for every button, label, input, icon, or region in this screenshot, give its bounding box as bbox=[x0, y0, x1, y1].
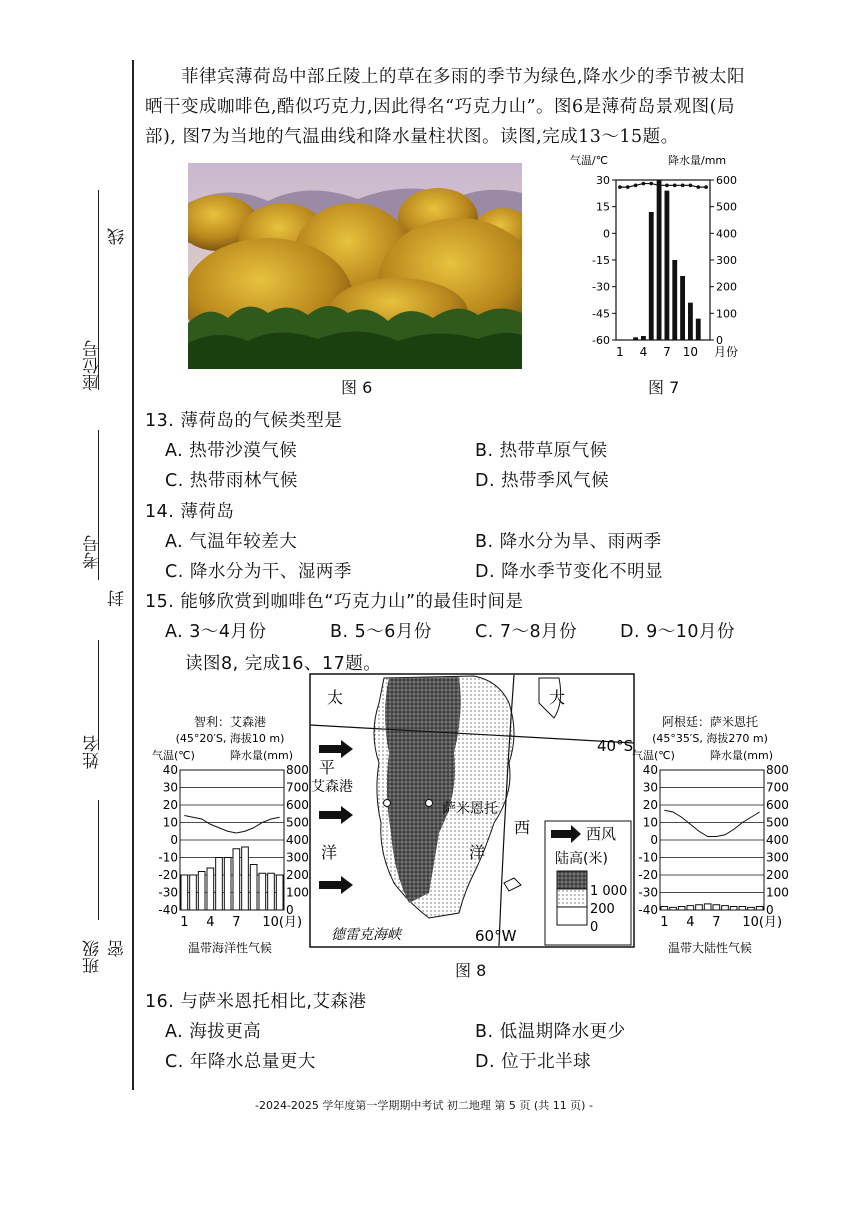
q16-option-a[interactable]: A. 海拔更高 bbox=[165, 1022, 262, 1042]
climate-precip-bar bbox=[242, 847, 249, 910]
fig8-sarmiento-sub: (45°35′S, 海拔270 m) bbox=[652, 732, 768, 745]
map-aisen-label: 艾森港 bbox=[311, 779, 353, 795]
climate-x-tick: 10(月) bbox=[742, 915, 783, 930]
q14-option-c[interactable]: C. 降水分为干、湿两季 bbox=[165, 562, 352, 582]
class-underline bbox=[98, 800, 99, 920]
climate-precip-bar bbox=[713, 905, 720, 910]
map-drake-label: 德雷克海峡 bbox=[331, 927, 401, 943]
read-fig8-instruction: 读图8, 完成16、17题。 bbox=[185, 654, 382, 674]
climate-precip-bar bbox=[268, 873, 275, 910]
climate-temp-tick: -40 bbox=[158, 903, 178, 917]
climate-precip-bar bbox=[670, 907, 677, 910]
q16-option-b[interactable]: B. 低温期降水更少 bbox=[475, 1022, 626, 1042]
climate-temp-tick: -30 bbox=[638, 885, 658, 900]
climate-precip-bar bbox=[250, 865, 257, 911]
climate-precip-tick: 500 bbox=[286, 815, 309, 830]
map-aisen-dot bbox=[384, 800, 391, 807]
fig7-precip-bar bbox=[688, 303, 693, 340]
fig8-aisen-precip-label: 降水量(mm) bbox=[230, 749, 294, 762]
climate-precip-bar bbox=[181, 875, 188, 910]
fig8-sarmiento-precip-label: 降水量(mm) bbox=[710, 749, 774, 762]
climate-precip-bar bbox=[661, 907, 668, 911]
fig7-right-tick-label: 100 bbox=[716, 307, 737, 321]
fig7-right-tick-label: 500 bbox=[716, 200, 737, 214]
q15-option-b[interactable]: B. 5～6月份 bbox=[330, 622, 432, 642]
fig7-temp-point bbox=[696, 185, 700, 189]
climate-precip-tick: 500 bbox=[766, 815, 789, 830]
fig7-left-tick-label: -60 bbox=[592, 334, 610, 347]
q13-option-b[interactable]: B. 热带草原气候 bbox=[475, 441, 608, 461]
fig7-temp-point bbox=[634, 184, 638, 188]
map-legend bbox=[545, 821, 631, 945]
fig8-aisen-sub: (45°20′S, 海拔10 m) bbox=[175, 732, 285, 745]
fig7-right-tick-label: 0 bbox=[716, 334, 723, 347]
climate-precip-bar bbox=[696, 905, 703, 910]
map-ping: 平 bbox=[319, 758, 336, 777]
fig6-photo bbox=[188, 163, 522, 369]
fig8-aisen-climate: 温带海洋性气候 bbox=[187, 941, 273, 955]
map-yang2: 洋 bbox=[469, 843, 486, 862]
name-label: 姓名 bbox=[83, 735, 103, 769]
climate-temp-tick: 30 bbox=[642, 780, 658, 795]
class-label: 班级 bbox=[83, 940, 103, 974]
fig8-aisen-temp-line bbox=[184, 816, 279, 834]
page-footer: -2024-2025 学年度第一学期期中考试 初二地理 第 5 页 (共 11 页) - bbox=[255, 1099, 593, 1112]
map-da: 大 bbox=[549, 688, 566, 707]
climate-precip-bar bbox=[207, 868, 214, 910]
climate-temp-tick: 30 bbox=[162, 780, 178, 795]
fig7-x-tick-label: 1 bbox=[616, 345, 624, 359]
q15-option-d[interactable]: D. 9～10月份 bbox=[620, 622, 736, 642]
climate-precip-bar bbox=[233, 849, 240, 910]
climate-precip-bar bbox=[216, 858, 223, 911]
fig7-left-tick-label: 15 bbox=[596, 200, 610, 214]
fig7-precip-bar bbox=[672, 260, 677, 340]
climate-temp-tick: -20 bbox=[158, 868, 178, 882]
climate-temp-tick: -10 bbox=[638, 850, 658, 865]
fig7-chart bbox=[566, 150, 746, 370]
fig8-caption: 图 8 bbox=[455, 961, 487, 980]
intro-line-2: 晒干变成咖啡色,酷似巧克力,因此得名“巧克力山”。图6是薄荷岛景观图(局 bbox=[145, 97, 735, 117]
binding-line bbox=[132, 60, 134, 1090]
q16-stem: 16. 与萨米恩托相比,艾森港 bbox=[145, 992, 367, 1012]
fig7-temp-point bbox=[626, 185, 630, 189]
map-lon-label: 60°W bbox=[475, 927, 517, 945]
climate-precip-tick: 100 bbox=[286, 885, 309, 900]
climate-temp-tick: 20 bbox=[642, 798, 658, 812]
fig7-left-tick-label: -30 bbox=[592, 280, 610, 294]
q14-option-b[interactable]: B. 降水分为旱、雨两季 bbox=[475, 532, 662, 552]
climate-x-tick: 10(月) bbox=[262, 915, 303, 930]
fig7-x-tick-label: 4 bbox=[639, 345, 648, 359]
fig7-precip-bar bbox=[641, 336, 646, 340]
climate-x-tick: 7 bbox=[712, 915, 721, 930]
climate-x-tick: 4 bbox=[686, 915, 695, 930]
climate-precip-tick: 300 bbox=[766, 850, 789, 865]
fig7-left-tick-label: 30 bbox=[596, 174, 610, 187]
fig8-sarmiento-temp-line bbox=[664, 810, 759, 836]
climate-temp-tick: 40 bbox=[642, 763, 658, 777]
climate-precip-bar bbox=[198, 872, 205, 911]
fig7-temp-point bbox=[665, 184, 669, 188]
climate-precip-bar bbox=[190, 875, 197, 910]
intro-paragraph bbox=[145, 62, 835, 152]
mi-mark: 密 bbox=[108, 940, 128, 957]
map-lat-label: 40°S bbox=[597, 737, 634, 755]
fig7-precip-bar bbox=[649, 212, 654, 340]
climate-x-tick: 7 bbox=[232, 915, 241, 930]
climate-precip-bar bbox=[276, 875, 283, 910]
map-sarmiento-dot bbox=[426, 800, 433, 807]
climate-precip-tick: 800 bbox=[286, 763, 309, 777]
fig7-precip-bar bbox=[633, 337, 638, 340]
climate-precip-bar bbox=[730, 907, 737, 911]
q16-option-d[interactable]: D. 位于北半球 bbox=[475, 1052, 592, 1072]
fig7-right-tick-label: 600 bbox=[716, 174, 737, 187]
feng-mark: 封 bbox=[108, 590, 128, 607]
q15-option-a[interactable]: A. 3～4月份 bbox=[165, 622, 267, 642]
q13-stem: 13. 薄荷岛的气候类型是 bbox=[145, 411, 343, 431]
legend-wind-label: 西风 bbox=[586, 825, 617, 843]
fig7-frame bbox=[616, 180, 710, 340]
q13-option-d[interactable]: D. 热带季风气候 bbox=[475, 471, 610, 491]
climate-temp-tick: 0 bbox=[170, 833, 178, 847]
climate-precip-tick: 0 bbox=[766, 903, 774, 917]
fig7-left-tick-label: 0 bbox=[603, 227, 610, 241]
climate-precip-bar bbox=[687, 906, 694, 910]
climate-precip-bar bbox=[722, 906, 729, 910]
climate-precip-tick: 0 bbox=[286, 903, 294, 917]
fig7-ylabel-right: 降水量/mm bbox=[668, 154, 727, 167]
climate-temp-tick: -40 bbox=[638, 903, 658, 917]
q14-option-d[interactable]: D. 降水季节变化不明显 bbox=[475, 562, 664, 582]
fig8-aisen-chart bbox=[150, 712, 310, 957]
climate-x-tick: 4 bbox=[206, 915, 215, 930]
q16-option-c[interactable]: C. 年降水总量更大 bbox=[165, 1052, 316, 1072]
fig7-ylabel-left: 气温/℃ bbox=[570, 154, 609, 167]
climate-precip-bar bbox=[739, 907, 746, 911]
map-xi: 西 bbox=[514, 818, 531, 837]
climate-x-tick: 1 bbox=[180, 915, 189, 930]
map-sarmiento-label: 萨米恩托 bbox=[442, 801, 498, 817]
fig7-right-tick-label: 400 bbox=[716, 227, 737, 241]
climate-temp-tick: 0 bbox=[650, 833, 658, 847]
climate-x-tick: 1 bbox=[660, 915, 669, 930]
climate-precip-bar bbox=[259, 873, 266, 910]
climate-temp-tick: -30 bbox=[158, 885, 178, 900]
map-yang: 洋 bbox=[321, 843, 338, 862]
fig7-left-tick-label: -15 bbox=[592, 254, 610, 267]
climate-precip-tick: 600 bbox=[766, 798, 789, 812]
name-underline bbox=[98, 640, 99, 750]
fig7-temp-point bbox=[704, 185, 708, 189]
fig7-x-tick-label: 7 bbox=[663, 345, 671, 359]
climate-temp-tick: 10 bbox=[642, 815, 658, 830]
climate-temp-tick: 10 bbox=[162, 815, 178, 830]
fig7-precip-bar bbox=[696, 319, 701, 340]
fig8-sarmiento-title: 阿根廷：萨米恩托 bbox=[661, 715, 759, 729]
climate-temp-tick: 40 bbox=[162, 763, 178, 777]
fig7-x-tick-label: 10 bbox=[682, 345, 699, 359]
climate-temp-tick: 20 bbox=[162, 798, 178, 812]
climate-precip-tick: 200 bbox=[766, 868, 789, 882]
fig7-caption: 图 7 bbox=[648, 378, 680, 397]
climate-precip-tick: 400 bbox=[766, 833, 789, 847]
climate-precip-tick: 700 bbox=[766, 780, 789, 795]
climate-precip-bar bbox=[756, 907, 763, 911]
fig8-aisen-temp-label: 气温(℃) bbox=[152, 749, 195, 762]
q15-stem: 15. 能够欣赏到咖啡色“巧克力山”的最佳时间是 bbox=[145, 592, 524, 612]
climate-precip-tick: 100 bbox=[766, 885, 789, 900]
climate-precip-tick: 300 bbox=[286, 850, 309, 865]
fig7-left-tick-label: -45 bbox=[592, 307, 610, 321]
fig8-aisen-title: 智利：艾森港 bbox=[193, 715, 267, 729]
q13-option-c[interactable]: C. 热带雨林气候 bbox=[165, 471, 298, 491]
q15-option-c[interactable]: C. 7～8月份 bbox=[475, 622, 578, 642]
legend-200: 200 bbox=[590, 902, 615, 917]
climate-precip-tick: 600 bbox=[286, 798, 309, 812]
fig7-temp-point bbox=[689, 184, 693, 188]
intro-line-3: 部), 图7为当地的气温曲线和降水量柱状图。读图,完成13～15题。 bbox=[145, 127, 679, 147]
climate-precip-tick: 200 bbox=[286, 868, 309, 882]
climate-precip-tick: 800 bbox=[766, 763, 789, 777]
fig7-precip-bar bbox=[680, 276, 685, 340]
q13-option-a[interactable]: A. 热带沙漠气候 bbox=[165, 441, 298, 461]
xian-mark: 线 bbox=[108, 228, 128, 245]
climate-precip-bar bbox=[224, 858, 231, 911]
fig7-temp-point bbox=[642, 182, 646, 186]
intro-line-1: 菲律宾薄荷岛中部丘陵上的草在多雨的季节为绿色,降水少的季节被太阳 bbox=[181, 67, 746, 87]
climate-precip-tick: 700 bbox=[286, 780, 309, 795]
legend-elev-title: 陆高(米) bbox=[555, 851, 608, 867]
legend-1000: 1 000 bbox=[590, 884, 628, 899]
climate-precip-tick: 400 bbox=[286, 833, 309, 847]
fig7-right-tick-label: 200 bbox=[716, 280, 737, 294]
legend-0: 0 bbox=[590, 920, 599, 935]
fig7-precip-bar bbox=[665, 191, 670, 340]
fig7-temp-point bbox=[649, 182, 653, 186]
fig8-sarmiento-chart bbox=[630, 712, 790, 957]
exam-no-label: 考号 bbox=[83, 535, 103, 569]
fig7-precip-bar bbox=[657, 180, 662, 340]
fig7-temp-line bbox=[620, 184, 706, 188]
climate-precip-bar bbox=[678, 907, 685, 911]
fig7-right-tick-label: 300 bbox=[716, 254, 737, 267]
fig7-temp-point bbox=[681, 184, 685, 188]
climate-precip-bar bbox=[704, 904, 711, 910]
fig7-temp-point bbox=[673, 184, 677, 188]
q14-option-a[interactable]: A. 气温年较差大 bbox=[165, 532, 298, 552]
map-tai: 太 bbox=[327, 688, 344, 707]
fig6-caption: 图 6 bbox=[341, 378, 373, 397]
fig8-sarmiento-climate: 温带大陆性气候 bbox=[667, 941, 753, 955]
q14-stem: 14. 薄荷岛 bbox=[145, 502, 235, 522]
fig7-temp-point bbox=[618, 185, 622, 189]
fig8-map bbox=[309, 673, 635, 948]
climate-temp-tick: -10 bbox=[158, 850, 178, 865]
seat-label: 座位号 bbox=[83, 340, 103, 391]
climate-temp-tick: -20 bbox=[638, 868, 658, 882]
fig7-temp-point bbox=[657, 184, 661, 188]
fig7-x-unit: 月份 bbox=[714, 345, 739, 359]
fig8-sarmiento-temp-label: 气温(℃) bbox=[632, 749, 675, 762]
climate-precip-bar bbox=[748, 907, 755, 910]
